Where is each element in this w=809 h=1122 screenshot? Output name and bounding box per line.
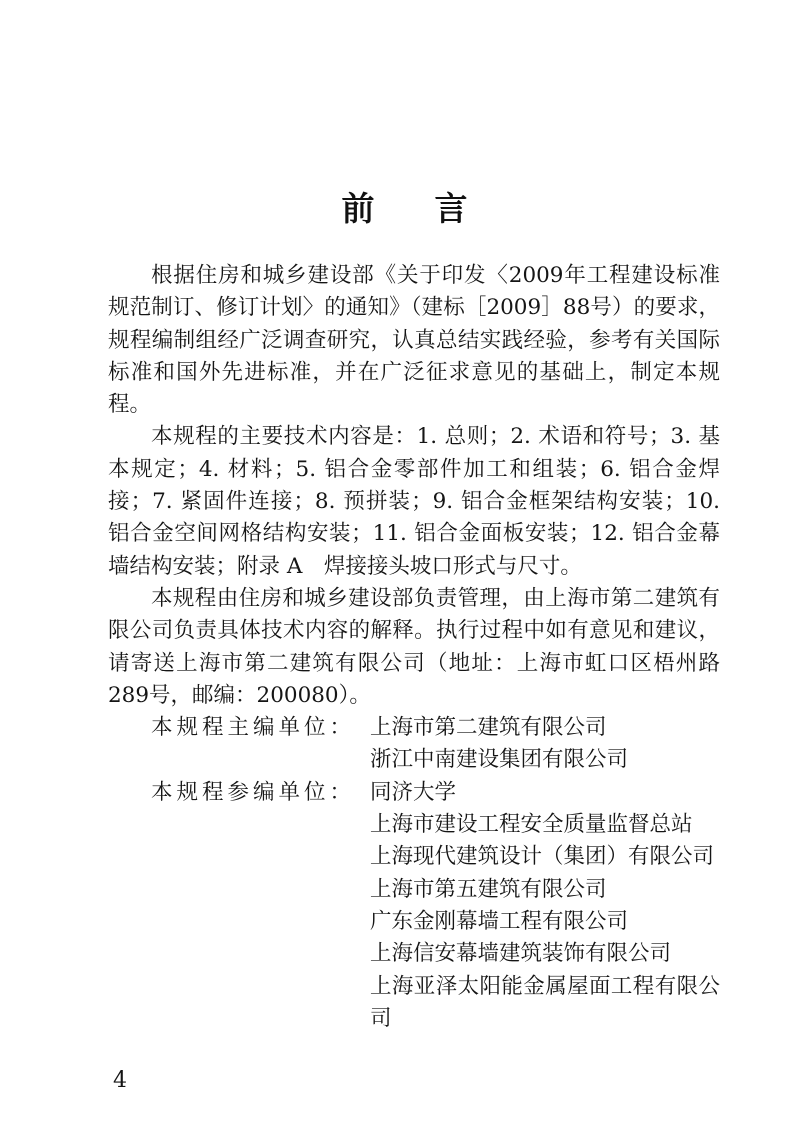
participating-unit: 上海市第五建筑有限公司 [370,876,607,902]
title-char-2: 言 [434,189,468,228]
chief-unit: 浙江中南建设集团有限公司 [370,747,629,773]
participating-unit: 上海亚泽太阳能金属屋面工程有限公司 [370,973,720,1031]
chief-units-block [108,712,720,777]
participating-unit: 上海市建设工程安全质量监督总站 [370,812,693,838]
paragraph-contents: 本规程的主要技术内容是：1. 总则；2. 术语和符号；3. 基本规定；4. 材料；5. 铝合金零部件加工和组装；6. 铝合金焊接；7. 紧固件连接；8. 预拼装；9. 铝合金框架结构安装；10. 铝合金空间网格结构安装；11. 铝合金面板安装；12. 铝合金幕墙结构安装；附录 A 焊接接头坡口形式与尺寸。 [108,424,720,579]
paragraph-basis: 根据住房和城乡建设部《关于印发〈2009年工程建设标准规范制订、修订计划〉的通知》（建标［2009］88号）的要求，规程编制组经广泛调查研究，认真总结实践经验，参考有关国际标准和国外先进标准，并在广泛征求意见的基础上，制定本规程。 [108,263,720,418]
participating-unit: 同济大学 [370,779,457,805]
participating-units-block [108,777,720,1035]
foreword-body [108,260,720,1035]
chief-unit: 上海市第二建筑有限公司 [370,715,607,741]
participating-units-label: 本规程参编单位： [151,779,356,805]
title-char-1: 前 [341,189,375,228]
chief-units-label: 本规程主编单位： [151,715,356,741]
participating-unit: 上海现代建筑设计（集团）有限公司 [370,844,715,870]
paragraph-management: 本规程由住房和城乡建设部负责管理，由上海市第二建筑有限公司负责具体技术内容的解释。执行过程中如有意见和建议，请寄送上海市第二建筑有限公司（地址：上海市虹口区梧州路289号，邮编：200080）。 [108,585,720,708]
participating-unit: 上海信安幕墙建筑装饰有限公司 [370,941,672,967]
page-number: 4 [113,1068,127,1093]
participating-unit: 广东金刚幕墙工程有限公司 [370,908,629,934]
page-title [0,183,809,230]
